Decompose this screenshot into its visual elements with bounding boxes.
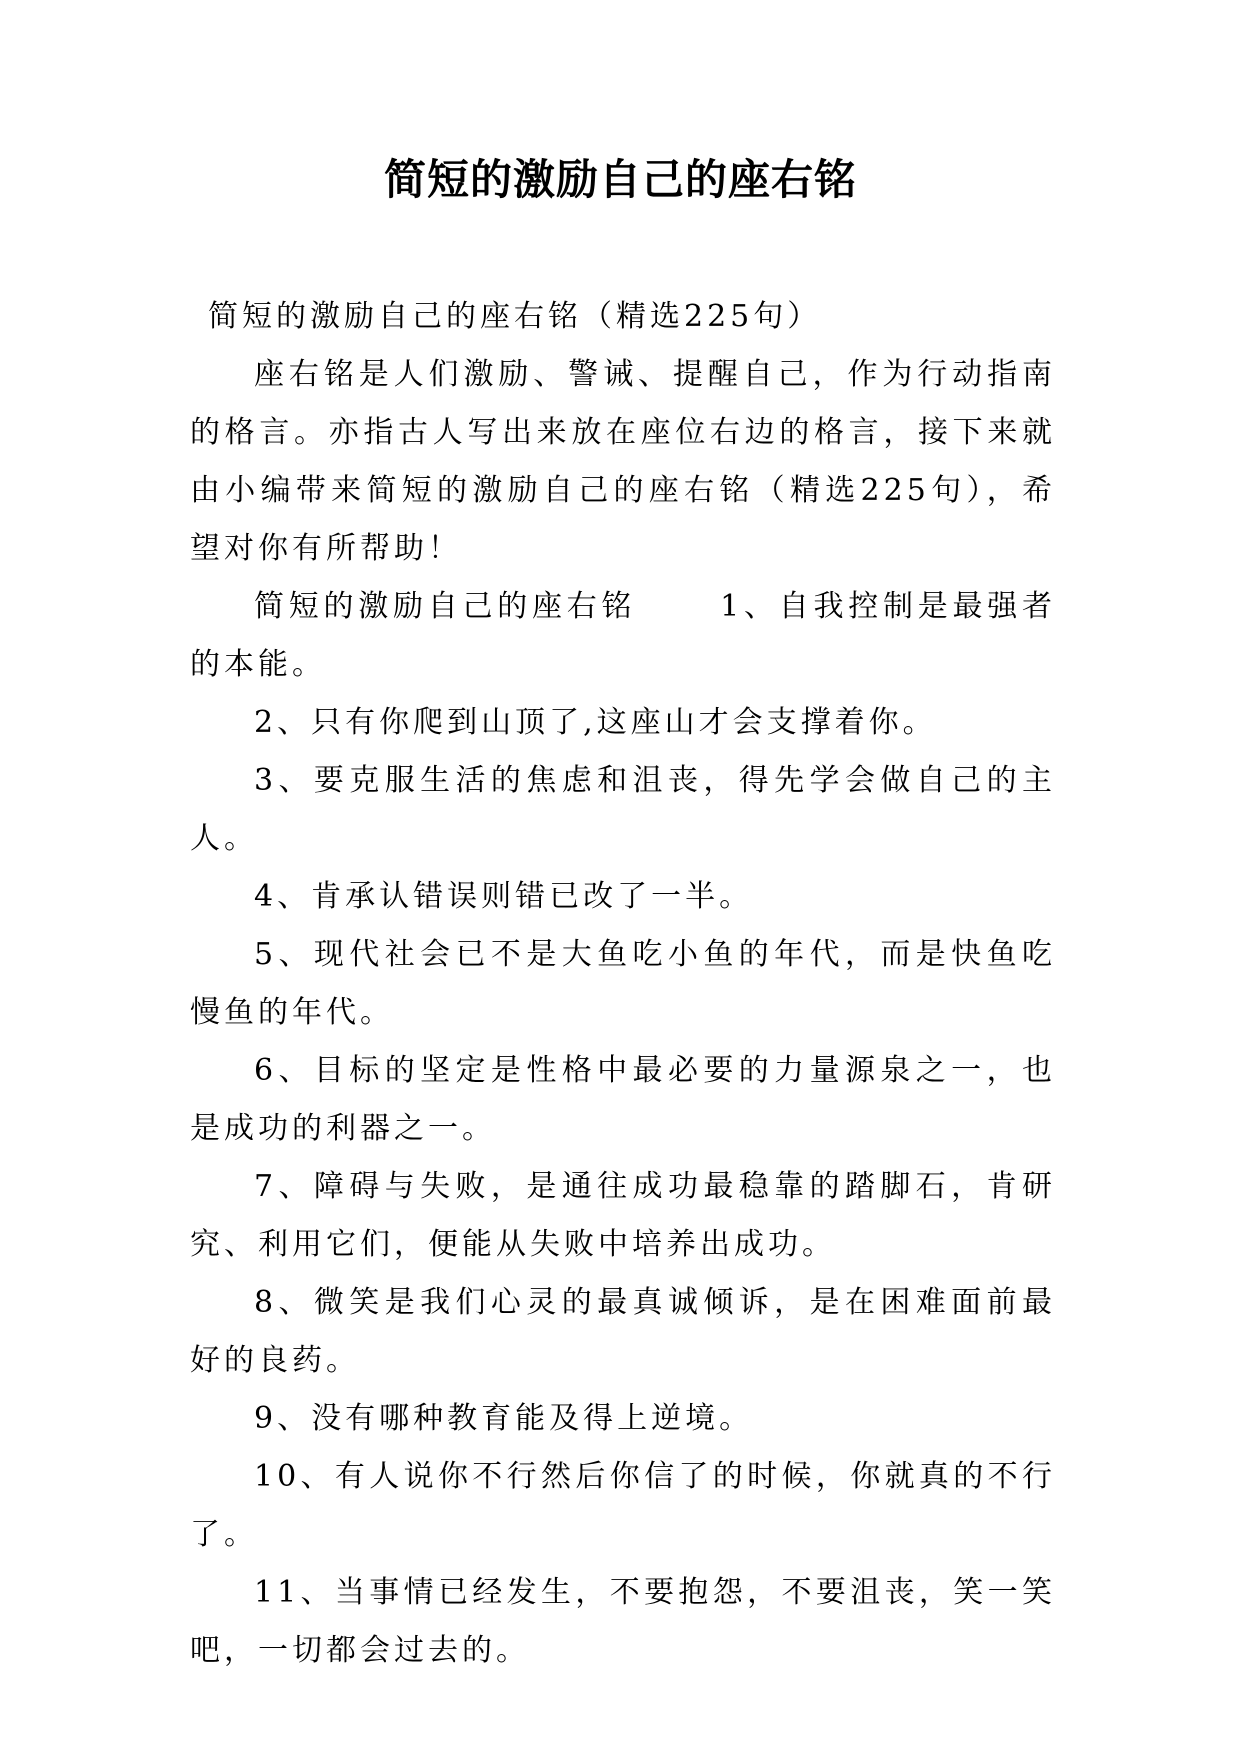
motto-item: 7、障碍与失败，是通往成功最稳靠的踏脚石，肯研究、利用它们，便能从失败中培养出成功。	[190, 1169, 1056, 1262]
intro-paragraph: 座右铭是人们激励、警诫、提醒自己，作为行动指南的格言。亦指古人写出来放在座位右边的格言，接下来就由小编带来简短的激励自己的座右铭（精选225句），希望对你有所帮助！	[190, 357, 1056, 566]
motto-item: 8、微笑是我们心灵的最真诚倾诉，是在困难面前最好的良药。	[190, 1285, 1056, 1378]
document-title: 简短的激励自己的座右铭	[383, 155, 857, 204]
motto-item: 3、要克服生活的焦虑和沮丧，得先学会做自己的主人。	[190, 763, 1056, 856]
motto-item: 5、现代社会已不是大鱼吃小鱼的年代，而是快鱼吃慢鱼的年代。	[190, 937, 1056, 1030]
motto-item: 10、有人说你不行然后你信了的时候，你就真的不行了。	[190, 1459, 1056, 1552]
subtitle-paragraph: 简短的激励自己的座右铭（精选225句）	[208, 299, 822, 334]
motto-item: 6、目标的坚定是性格中最必要的力量源泉之一，也是成功的利器之一。	[190, 1053, 1056, 1146]
motto-item: 9、没有哪种教育能及得上逆境。	[254, 1401, 754, 1436]
motto-item: 简短的激励自己的座右铭 1、自我控制是最强者的本能。	[190, 589, 1056, 682]
motto-item: 2、只有你爬到山顶了,这座山才会支撑着你。	[254, 705, 937, 740]
motto-item: 4、肯承认错误则错已改了一半。	[254, 879, 754, 914]
motto-item: 11、当事情已经发生，不要抱怨，不要沮丧，笑一笑吧，一切都会过去的。	[190, 1575, 1056, 1668]
document-body	[190, 288, 1056, 1680]
